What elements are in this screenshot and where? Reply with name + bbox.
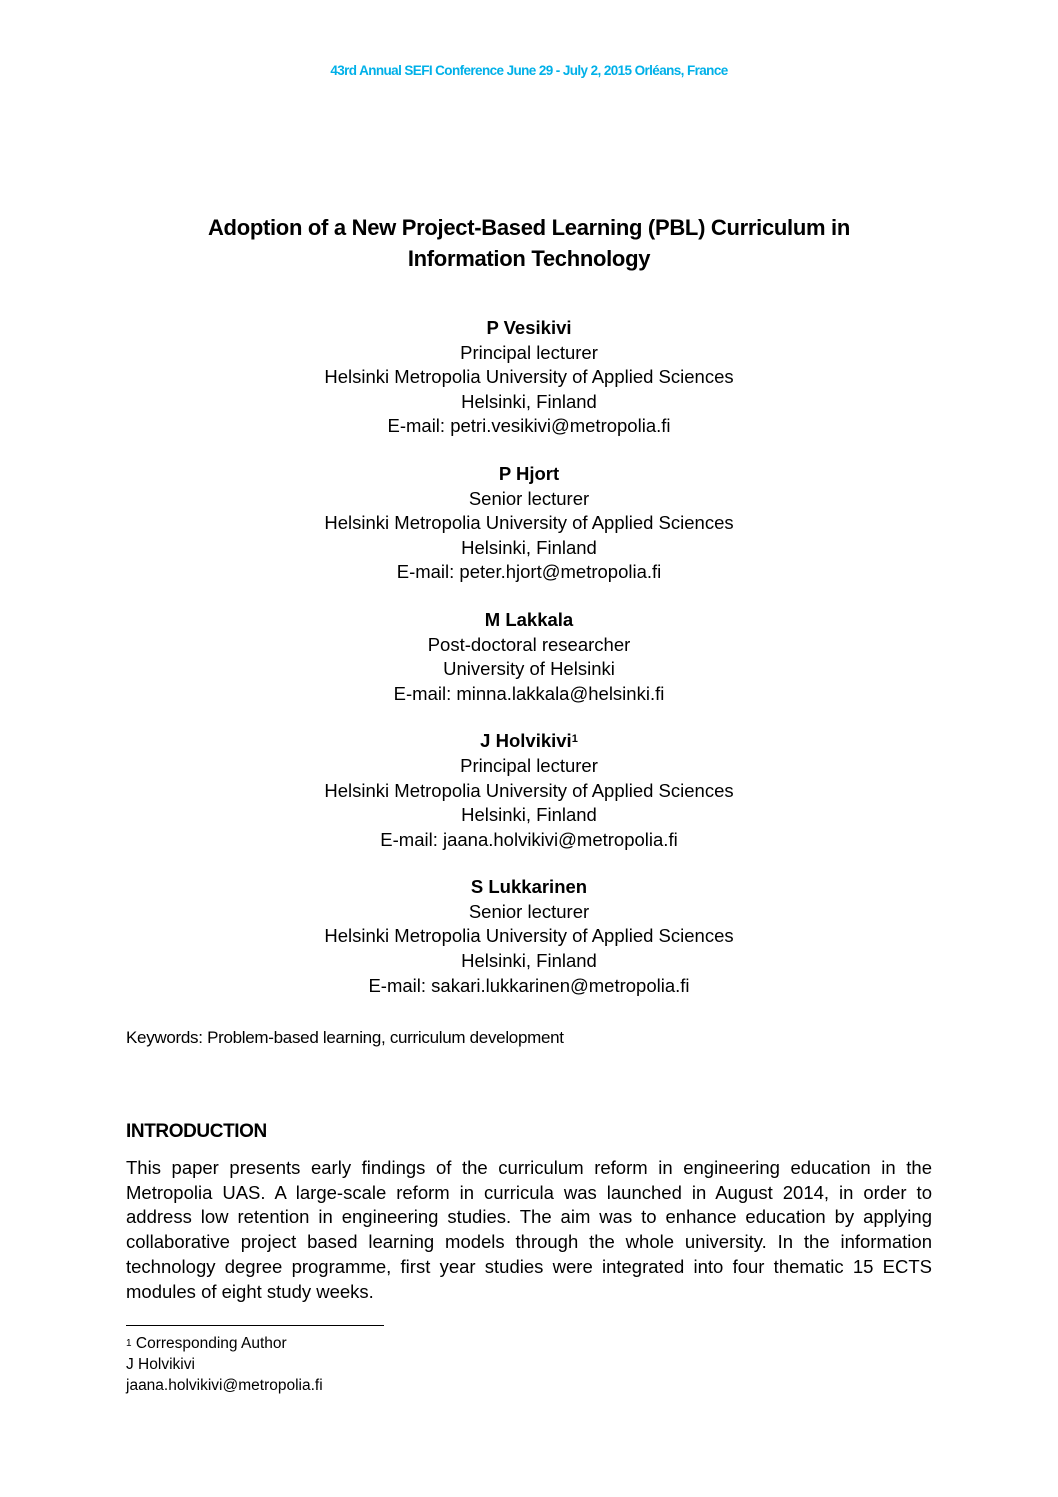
- author-block: [0, 875, 1058, 998]
- author-location: Helsinki, Finland: [461, 390, 597, 412]
- footnote-divider: [126, 1325, 384, 1326]
- paper-title-line-1: Adoption of a New Project-Based Learning (PBL) Curriculum in: [207, 215, 851, 240]
- author-block: [0, 729, 1058, 852]
- author-name: J Holvikivi: [480, 730, 572, 752]
- paper-title-line-2: Information Technology: [407, 246, 651, 271]
- footnote: [126, 1333, 323, 1396]
- footnote-author-name: J Holvikivi: [126, 1356, 195, 1373]
- footnote-marker[interactable]: 1: [571, 733, 578, 746]
- author-name: M Lakkala: [484, 608, 574, 630]
- author-email: E-mail: peter.hjort@metropolia.fi: [396, 561, 662, 583]
- author-affiliation: Helsinki Metropolia University of Applied Sciences: [324, 512, 734, 534]
- author-list: [0, 316, 1058, 1021]
- author-affiliation: Helsinki Metropolia University of Applied Sciences: [324, 925, 734, 947]
- footnote-number: 1: [126, 1338, 132, 1349]
- footnote-email[interactable]: jaana.holvikivi@metropolia.fi: [126, 1377, 323, 1394]
- author-affiliation: University of Helsinki: [443, 658, 615, 680]
- footnote-label-line: [126, 1333, 323, 1354]
- author-location: Helsinki, Finland: [461, 804, 597, 826]
- author-block: [0, 608, 1058, 706]
- author-email: E-mail: petri.vesikivi@metropolia.fi: [387, 415, 671, 437]
- introduction-heading: INTRODUCTION: [126, 1121, 267, 1142]
- author-block: [0, 462, 1058, 585]
- author-role: Principal lecturer: [460, 754, 598, 776]
- author-role: Senior lecturer: [468, 487, 590, 509]
- keywords: Keywords: Problem-based learning, curriculum development: [126, 1028, 564, 1047]
- author-affiliation: Helsinki Metropolia University of Applied Sciences: [324, 779, 734, 801]
- author-email: E-mail: sakari.lukkarinen@metropolia.fi: [368, 974, 690, 996]
- author-name: P Vesikivi: [486, 317, 572, 338]
- author-block: [0, 316, 1058, 439]
- paper-title: [100, 212, 958, 274]
- introduction-body: This paper presents early findings of the curriculum reform in engineering education in the Metropolia UAS. A large-scale reform in curricula was launched in August 2014, in order to address low retention in engineering studies. The aim was to enhance education by applying collaborative project based learning models through the whole university. In the information technology degree programme, first year studies were integrated into four thematic 15 ECTS modules of eight study weeks.: [126, 1157, 932, 1302]
- author-name-with-footnote: [0, 729, 1058, 754]
- author-name: S Lukkarinen: [470, 876, 588, 898]
- author-role: Post-doctoral researcher: [427, 633, 631, 655]
- author-affiliation: Helsinki Metropolia University of Applied Sciences: [324, 366, 734, 388]
- author-email: E-mail: jaana.holvikivi@metropolia.fi: [380, 828, 678, 850]
- author-location: Helsinki, Finland: [461, 536, 597, 558]
- author-role: Principal lecturer: [460, 341, 598, 363]
- footnote-label: Corresponding Author: [135, 1335, 287, 1352]
- author-location: Helsinki, Finland: [461, 950, 597, 972]
- conference-header: 43rd Annual SEFI Conference June 29 - July 2, 2015 Orléans, France: [330, 63, 728, 78]
- author-role: Senior lecturer: [468, 900, 590, 922]
- author-name: P Hjort: [498, 462, 560, 484]
- author-email: E-mail: minna.lakkala@helsinki.fi: [393, 682, 665, 704]
